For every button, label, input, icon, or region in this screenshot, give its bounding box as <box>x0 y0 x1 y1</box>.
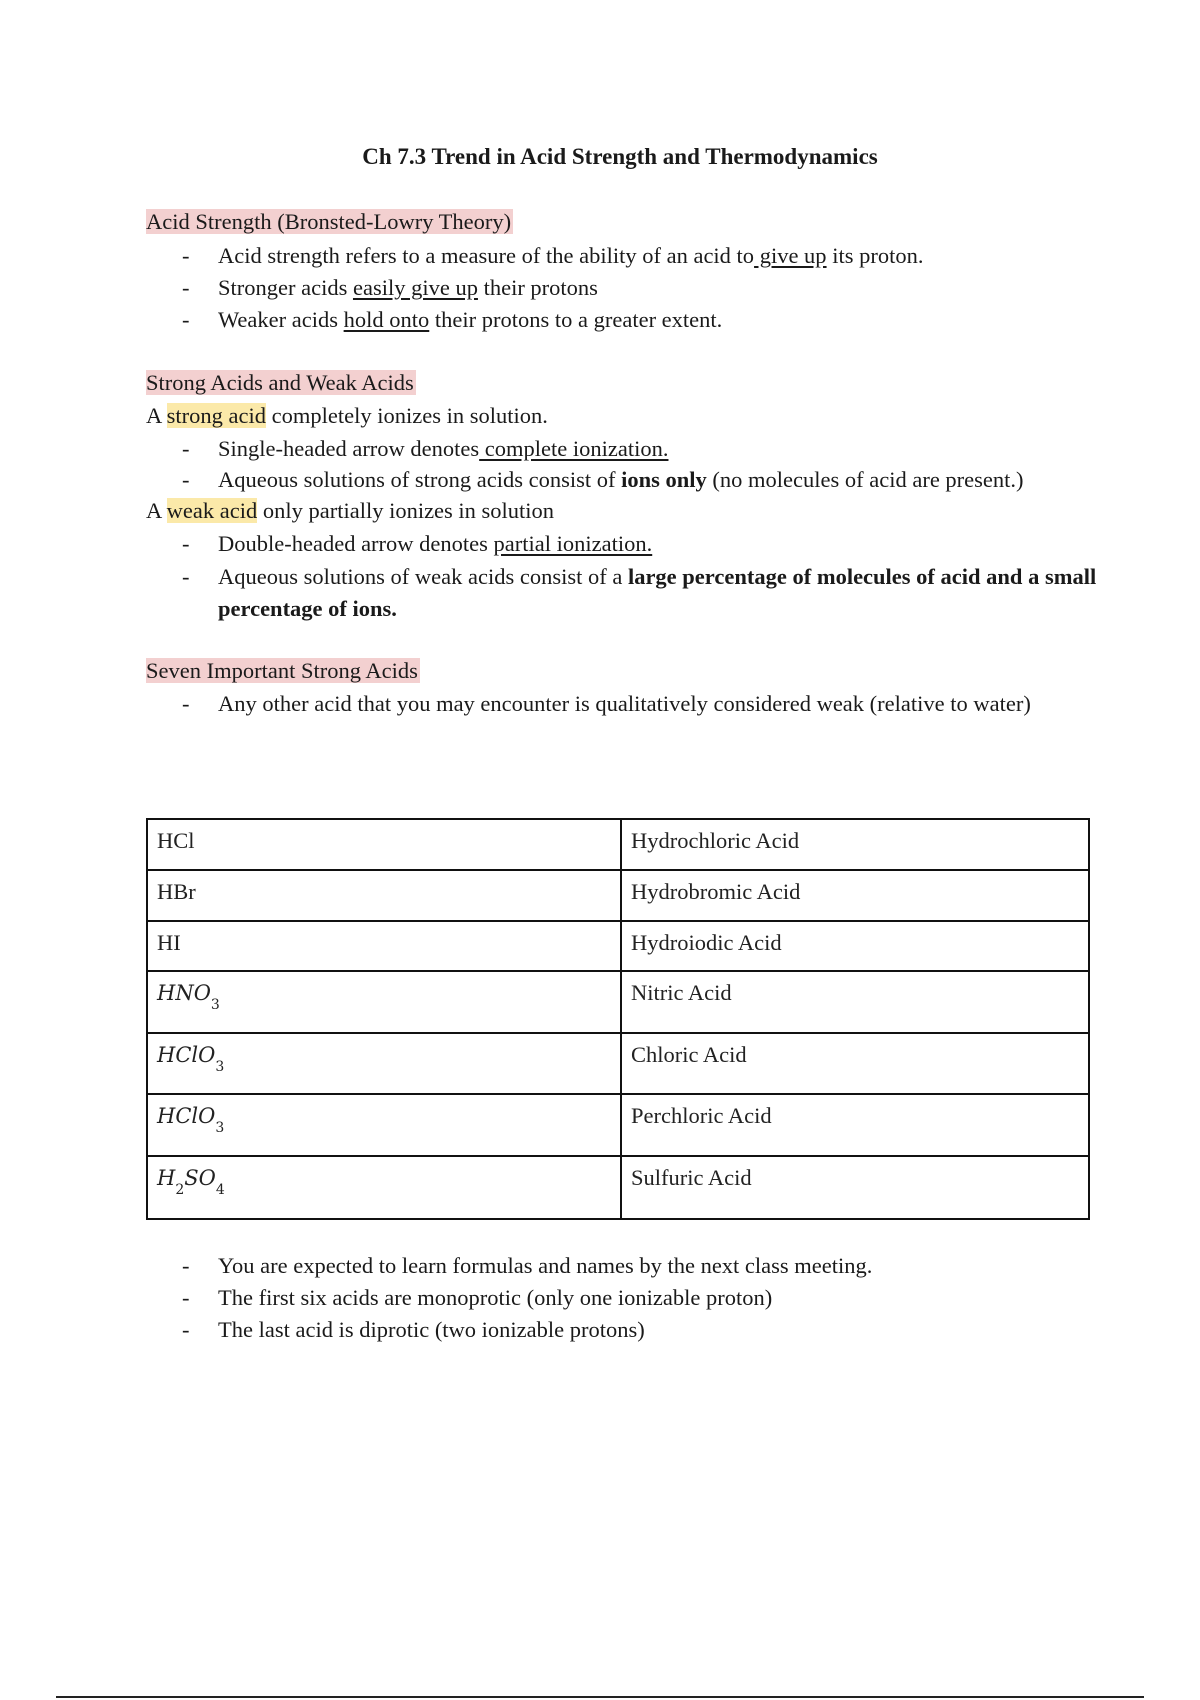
table-row <box>147 1094 1089 1156</box>
table-row <box>147 1156 1089 1219</box>
formula-cell: $HNO_3$ <box>147 971 621 1033</box>
document-page: Ch 7.3 Trend in Acid Strength and Thermodynamics Acid Strength (Bronsted-Lowry Theory) - Acid strength refers to a measure of the ability of an acid to give up its proton. - Stronger acids easily give up their protons - Weaker acids hold onto their protons to a greater extent. Strong Acids and Weak Acids A strong acid completely ionizes in solution. - Single-headed arrow denotes complete ionization. - Aqueous solutions of strong acids consist of ions only (no molecules of acid are present.) A weak acid only partially ionizes in solution - Double-headed arrow denotes partial ionization. - Aqueous solutions of weak acids consist of a large percentage of molecules of acid and a small percentage of ions. Seven Important Strong Acids - Any other acid that you may encounter is qualitatively considered weak (relative to water) HCl Hydrochloric Acid HBr Hydrobromic Acid HI Hydroiodic Acid $HNO_3$ Nitric Acid HClO$_3$ Chloric Acid HClO$_3$ Perchloric Acid $H_2SO_4$ Sulfuric Acid - You are expected to learn formulas and names by the next class meeting. - The first six acids are monoprotic (only one ionizable proton) - The last acid is diprotic (two ionizable protons) <box>0 0 1200 1700</box>
formula-cell: HClO$_3$ <box>147 1094 621 1156</box>
name-cell: Hydrobromic Acid <box>621 870 1089 921</box>
name-cell: Hydroiodic Acid <box>621 921 1089 971</box>
formula-cell: HClO$_3$ <box>147 1033 621 1094</box>
formula-cell: HBr <box>147 870 621 921</box>
formula-cell: HI <box>147 921 621 971</box>
weak-acid-definition: A weak acid only partially ionizes in solution <box>146 498 555 523</box>
name-cell: Sulfuric Acid <box>621 1156 1089 1219</box>
name-cell: Hydrochloric Acid <box>621 819 1089 870</box>
page-title: Ch 7.3 Trend in Acid Strength and Thermodynamics <box>362 144 878 169</box>
table-row <box>147 921 1089 971</box>
table-row <box>147 1033 1089 1094</box>
section-heading-strong-weak: Strong Acids and Weak Acids <box>146 370 414 395</box>
section-heading-acid-strength: Acid Strength (Bronsted-Lowry Theory) <box>146 209 512 234</box>
name-cell: Perchloric Acid <box>621 1094 1089 1156</box>
formula-cell: $H_2SO_4$ <box>147 1156 621 1219</box>
table-row <box>147 971 1089 1033</box>
bottom-divider <box>56 1696 1144 1698</box>
name-cell: Nitric Acid <box>621 971 1089 1033</box>
name-cell: Chloric Acid <box>621 1033 1089 1094</box>
section-heading-seven-strong-acids: Seven Important Strong Acids <box>146 658 418 683</box>
table-row <box>147 870 1089 921</box>
formula-cell: HCl <box>147 819 621 870</box>
strong-acids-table <box>146 818 1090 1220</box>
strong-acid-definition: A strong acid completely ionizes in solution. <box>146 403 548 428</box>
table-row <box>147 819 1089 870</box>
